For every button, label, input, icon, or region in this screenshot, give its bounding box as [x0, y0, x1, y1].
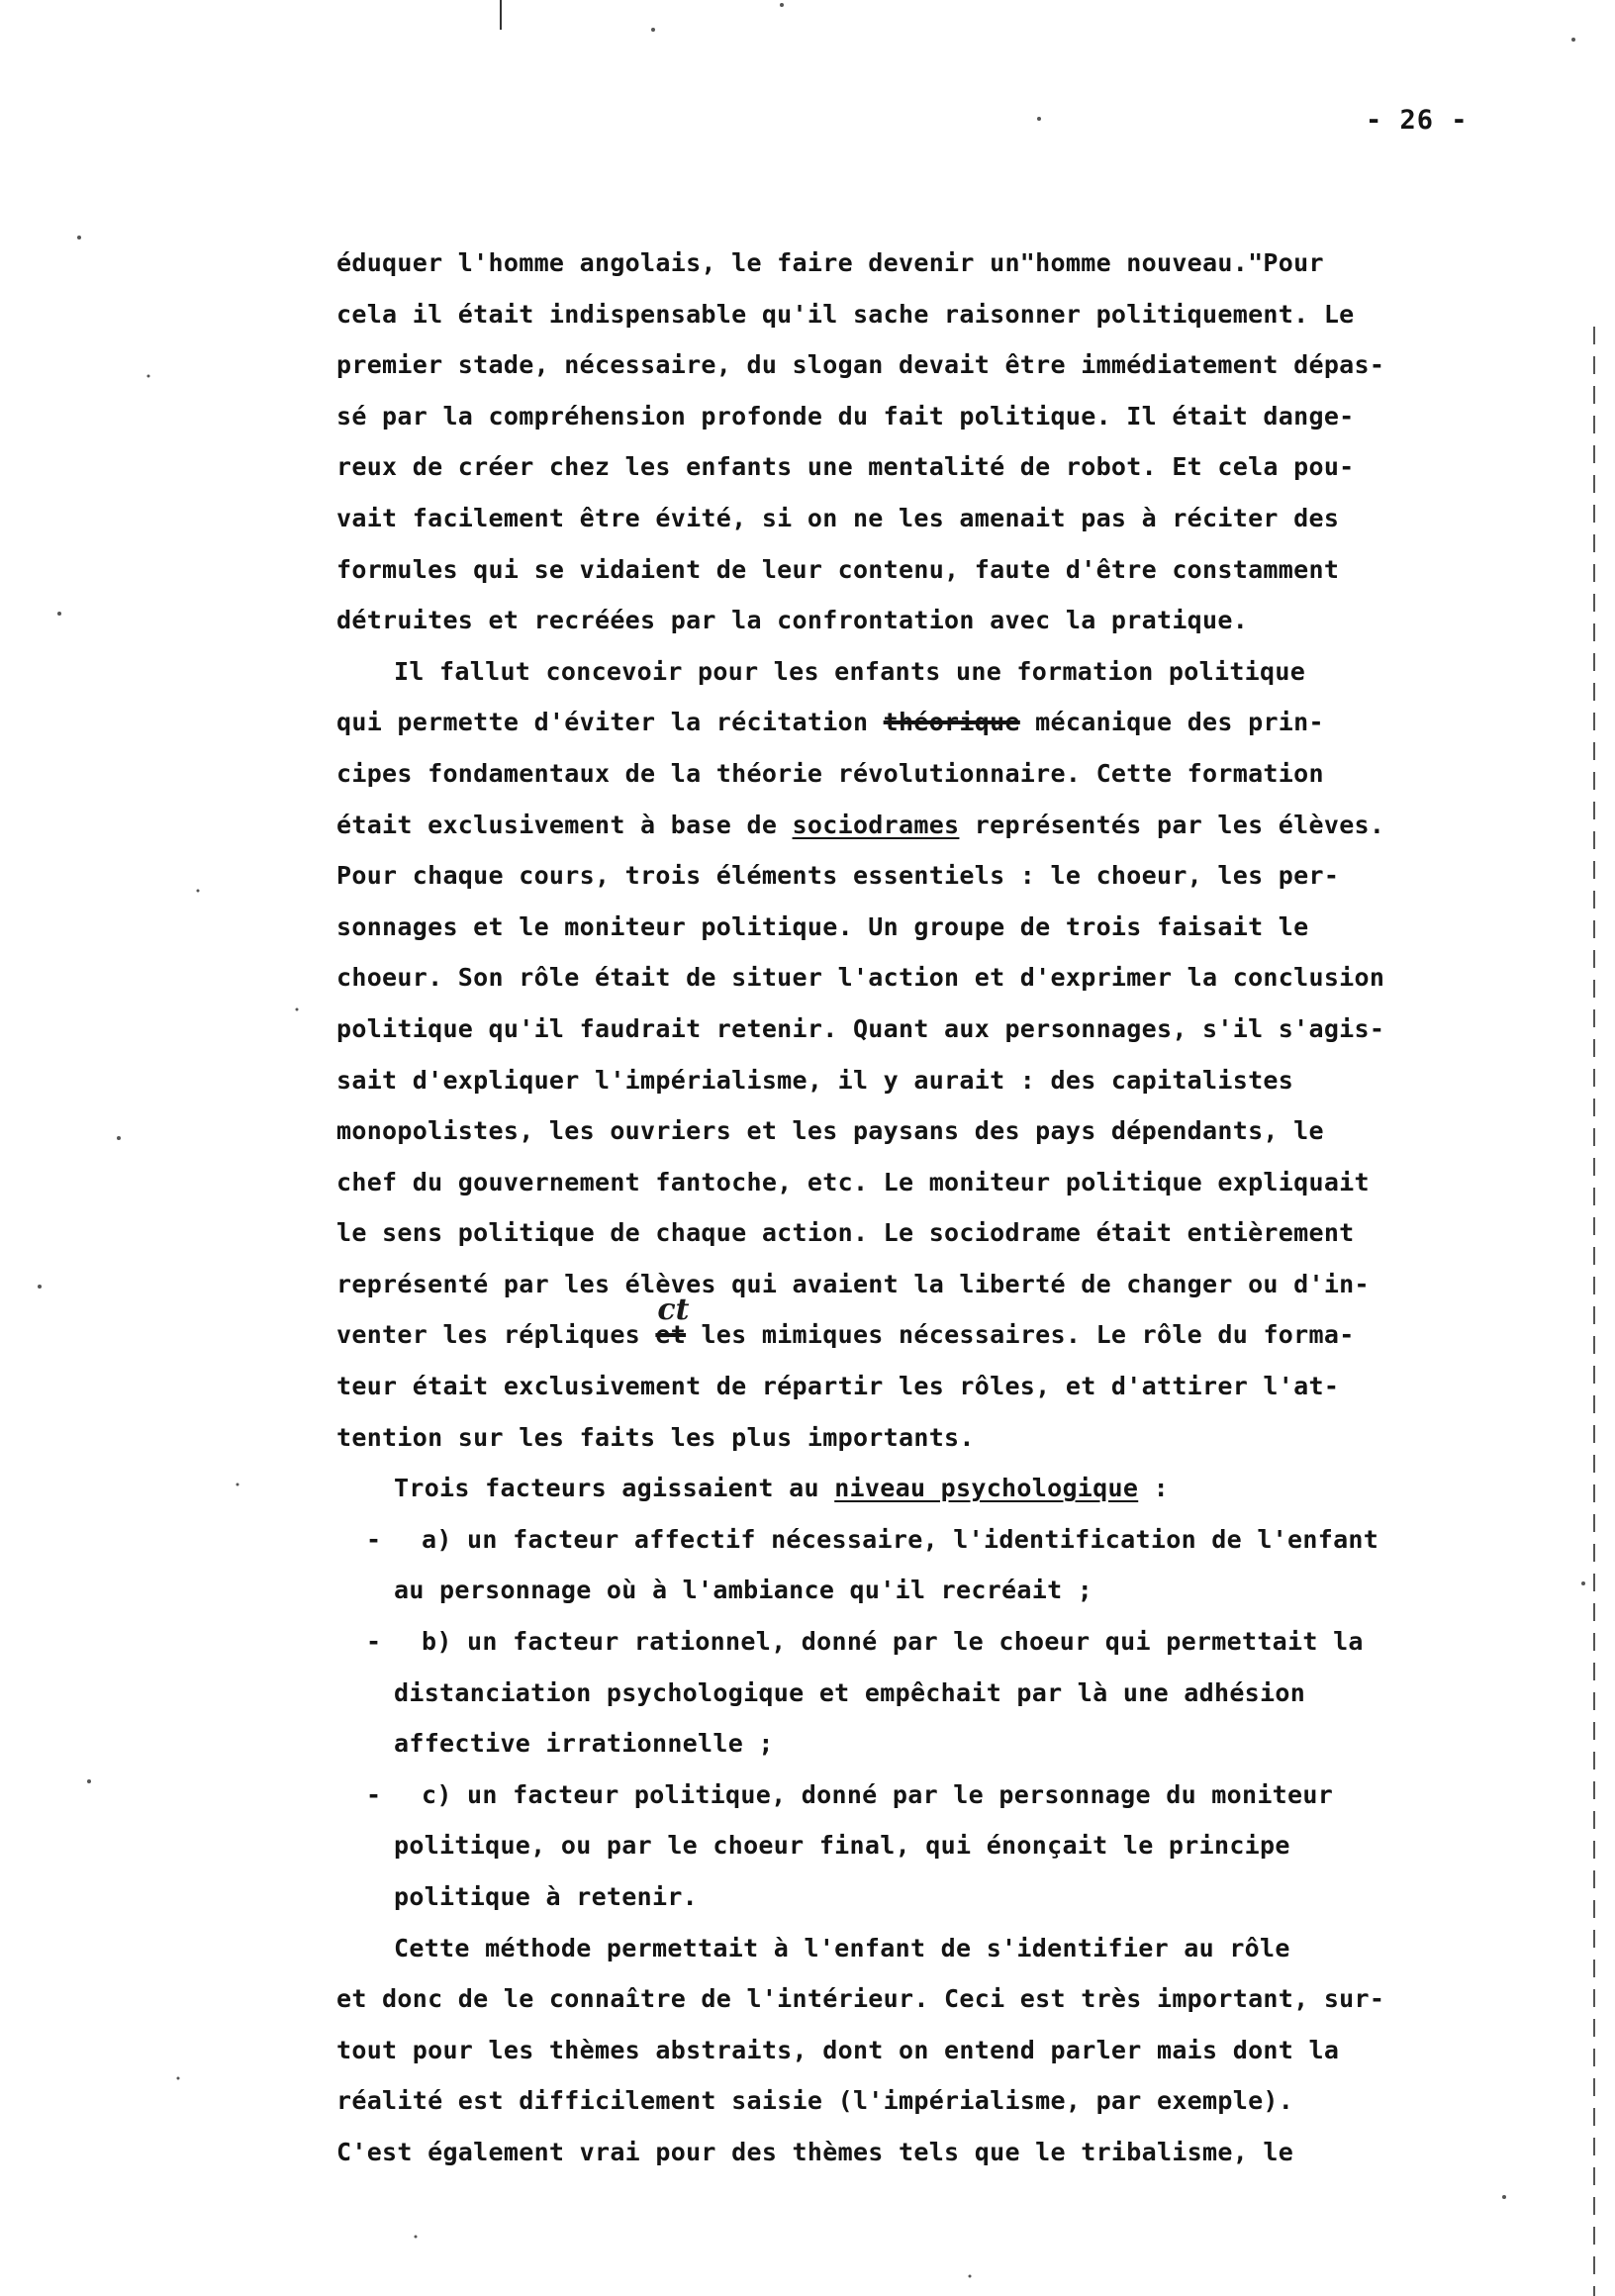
line-text: Trois facteurs agissaient au: [394, 1474, 835, 1503]
line-text: tention sur les faits les plus importants.: [336, 1422, 975, 1452]
line-text: c) un facteur politique, donné par le personnage du moniteur: [422, 1779, 1334, 1809]
line-text: teur était exclusivement de répartir les rôles, et d'attirer l'at-: [336, 1372, 1340, 1401]
text-line: [336, 1157, 1593, 1208]
text-line: [336, 1412, 1593, 1464]
underlined-term: niveau psychologique: [834, 1474, 1139, 1503]
document-body: [336, 238, 1593, 2178]
line-text: Pour chaque cours, trois éléments essentiels : le choeur, les per-: [336, 861, 1340, 891]
text-line: [336, 1923, 1593, 1974]
text-line: [336, 595, 1593, 646]
text-line: [336, 800, 1593, 851]
text-line: [336, 441, 1593, 493]
text-line: [336, 544, 1593, 596]
line-text: :: [1138, 1474, 1169, 1503]
text-line: [336, 289, 1593, 340]
list-dash: -: [366, 1779, 382, 1809]
text-line: [336, 1820, 1593, 1871]
line-text: vait facilement être évité, si on ne les amenait pas à réciter des: [336, 503, 1340, 532]
top-scan-mark: [500, 0, 502, 30]
line-text: premier stade, nécessaire, du slogan devait être immédiatement dépas-: [336, 350, 1385, 380]
line-text: tout pour les thèmes abstraits, dont on entend parler mais dont la: [336, 2035, 1340, 2064]
line-text: réalité est difficilement saisie (l'impérialisme, par exemple).: [336, 2086, 1294, 2116]
line-text: représenté par les élèves qui avaient la liberté de changer ou d'in-: [336, 1269, 1370, 1298]
text-line: [336, 1973, 1593, 2025]
line-text: cipes fondamentaux de la théorie révolutionnaire. Cette formation: [336, 758, 1324, 788]
line-text: sait d'expliquer l'impérialisme, il y aurait : des capitalistes: [336, 1065, 1294, 1095]
line-text: politique à retenir.: [394, 1882, 699, 1911]
text-line: [336, 1871, 1593, 1923]
list-dash: -: [366, 1524, 382, 1554]
page-number: - 26 -: [1366, 105, 1469, 136]
line-text: b) un facteur rationnel, donné par le choeur qui permettait la: [422, 1627, 1364, 1657]
line-text: affective irrationnelle ;: [394, 1729, 774, 1759]
text-line: [336, 1055, 1593, 1106]
line-text: venter les répliques: [336, 1320, 656, 1350]
right-margin-rule: [1593, 327, 1595, 2296]
line-text: représentés par les élèves.: [959, 810, 1385, 839]
line-text: distanciation psychologique et empêchait par là une adhésion: [394, 1677, 1306, 1707]
text-line: [336, 1616, 1593, 1668]
line-text: était exclusivement à base de: [336, 810, 793, 839]
line-text: reux de créer chez les enfants une mentalité de robot. Et cela pou-: [336, 452, 1355, 482]
text-line: [336, 238, 1593, 289]
underlined-term: sociodrames: [792, 810, 960, 839]
line-text: monopolistes, les ouvriers et les paysans des pays dépendants, le: [336, 1116, 1324, 1146]
line-text: politique qu'il faudrait retenir. Quant aux personnages, s'il s'agis-: [336, 1013, 1385, 1043]
line-text: politique, ou par le choeur final, qui énonçait le principe: [394, 1831, 1290, 1861]
text-line: [336, 1718, 1593, 1770]
text-line: [336, 902, 1593, 953]
line-text: C'est également vrai pour des thèmes tels que le tribalisme, le: [336, 2137, 1294, 2166]
text-line: [336, 1514, 1593, 1566]
text-line: [336, 1361, 1593, 1412]
line-text: mécanique des prin-: [1019, 708, 1324, 737]
text-line: [336, 850, 1593, 902]
text-line: [336, 697, 1593, 748]
handwritten-annotation: ct: [657, 1292, 690, 1328]
line-text: les mimiques nécessaires. Le rôle du forma-: [686, 1320, 1355, 1350]
text-line: [336, 493, 1593, 544]
text-line: [336, 1309, 1593, 1361]
text-line: [336, 1259, 1593, 1310]
text-line: [336, 391, 1593, 442]
text-line: [336, 1770, 1593, 1821]
text-line: [336, 1668, 1593, 1719]
line-text: qui permette d'éviter la récitation: [336, 708, 884, 737]
text-line: [336, 2075, 1593, 2127]
text-line: [336, 2127, 1593, 2178]
text-line: [336, 952, 1593, 1004]
line-text: choeur. Son rôle était de situer l'action et d'exprimer la conclusion: [336, 963, 1385, 993]
line-text: a) un facteur affectif nécessaire, l'identification de l'enfant: [422, 1524, 1379, 1554]
text-line: [336, 1463, 1593, 1514]
line-text: au personnage où à l'ambiance qu'il recréait ;: [394, 1576, 1093, 1605]
text-line: [336, 2025, 1593, 2076]
line-text: sonnages et le moniteur politique. Un groupe de trois faisait le: [336, 911, 1309, 941]
struck-word: et: [655, 1320, 687, 1350]
line-text: formules qui se vidaient de leur contenu, faute d'être constamment: [336, 554, 1340, 584]
text-line: [336, 646, 1593, 698]
text-line: [336, 1207, 1593, 1259]
line-text: Cette méthode permettait à l'enfant de s'identifier au rôle: [394, 1933, 1290, 1962]
text-line: [336, 339, 1593, 391]
text-line: [336, 1105, 1593, 1157]
struck-word: théorique: [883, 708, 1020, 737]
list-dash: -: [366, 1627, 382, 1657]
line-text: cela il était indispensable qu'il sache raisonner politiquement. Le: [336, 299, 1355, 329]
line-text: sé par la compréhension profonde du fait politique. Il était dange-: [336, 401, 1355, 430]
text-line: [336, 1004, 1593, 1055]
line-text: et donc de le connaître de l'intérieur. Ceci est très important, sur-: [336, 1984, 1385, 2014]
line-text: le sens politique de chaque action. Le sociodrame était entièrement: [336, 1218, 1355, 1248]
text-line: [336, 1565, 1593, 1616]
line-text: détruites et recréées par la confrontation avec la pratique.: [336, 606, 1249, 635]
text-line: [336, 748, 1593, 800]
line-text: chef du gouvernement fantoche, etc. Le moniteur politique expliquait: [336, 1167, 1370, 1196]
line-text: Il fallut concevoir pour les enfants une formation politique: [394, 656, 1306, 686]
line-text: éduquer l'homme angolais, le faire devenir un"homme nouveau."Pour: [336, 248, 1324, 277]
